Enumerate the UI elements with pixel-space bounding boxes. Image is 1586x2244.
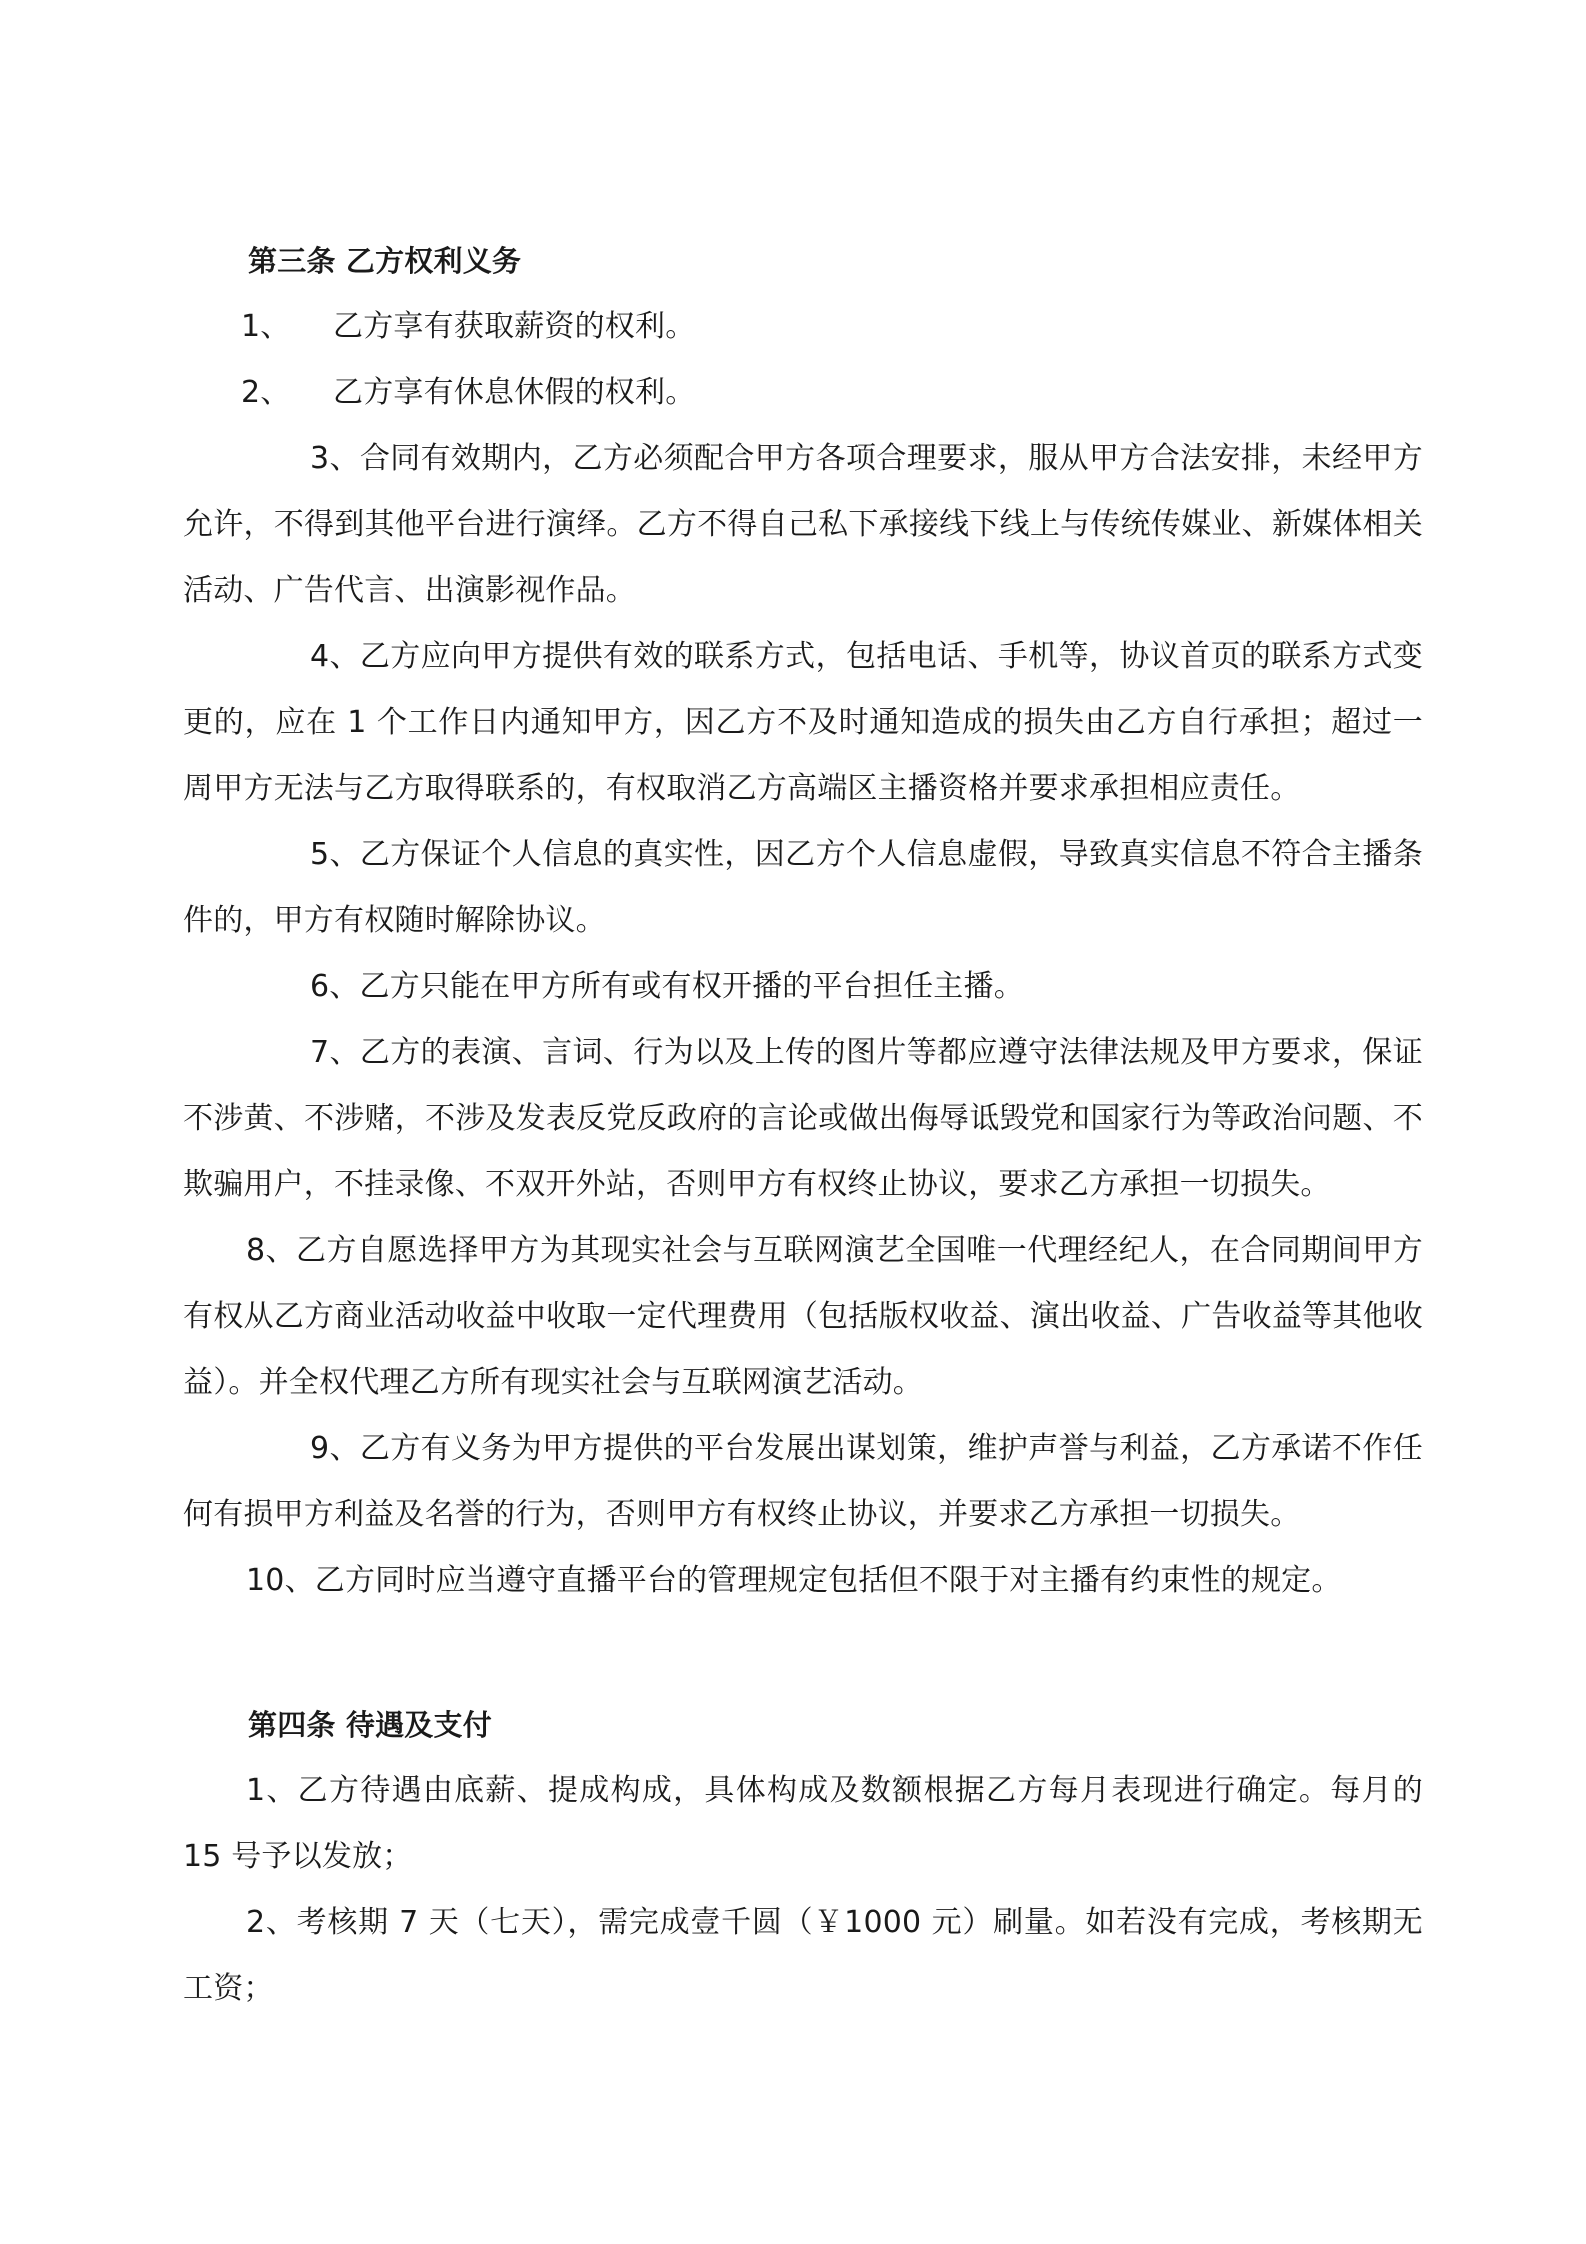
item-text: 乙方享有休息休假的权利。 [333, 375, 696, 410]
item-number: 1、 [241, 309, 291, 344]
item-text: 乙方保证个人信息的真实性，因乙方个人信息虚假，导致真实信息不符合主播条件的，甲方有权随时解除协议。 [183, 837, 1423, 938]
section-3-heading: 第三条 乙方权利义务 [248, 244, 522, 278]
item-text: 乙方的表演、言词、行为以及上传的图片等都应遵守法律法规及甲方要求，保证不涉黄、不涉赌，不涉及发表反党反政府的言论或做出侮辱诋毁党和国家行为等政治问题、不欺骗用户，不挂录像、不双开外站，否则甲方有权终止协议，要求乙方承担一切损失。 [183, 1035, 1423, 1202]
section-4-item-1 [183, 1758, 1423, 1890]
section-3-item-8 [183, 1218, 1423, 1416]
item-text: 乙方只能在甲方所有或有权开播的平台担任主播。 [359, 969, 1024, 1004]
item-number: 2、 [241, 375, 291, 410]
section-3-item-6 [183, 954, 1423, 1020]
item-text: 乙方有义务为甲方提供的平台发展出谋划策，维护声誉与利益，乙方承诺不作任何有损甲方利益及名誉的行为，否则甲方有权终止协议，并要求乙方承担一切损失。 [183, 1431, 1423, 1532]
section-3-item-2 [183, 360, 1423, 426]
section-4-heading: 第四条 待遇及支付 [248, 1708, 492, 1742]
section-3-item-1 [183, 294, 1423, 360]
item-number: 1、 [246, 1773, 298, 1808]
section-3-item-5 [183, 822, 1423, 954]
item-number: 7、 [310, 1035, 360, 1070]
item-number: 2、 [246, 1905, 297, 1940]
item-text: 考核期 7 天（七天），需完成壹千圆（￥1000 元）刷量。如若没有完成，考核期无工资； [183, 1905, 1423, 2006]
item-number: 3、 [310, 441, 360, 476]
item-number: 9、 [310, 1431, 360, 1466]
item-number: 10、 [246, 1563, 315, 1598]
item-text: 乙方待遇由底薪、提成构成，具体构成及数额根据乙方每月表现进行确定。每月的 15 号予以发放； [183, 1773, 1423, 1874]
section-3-item-4 [183, 624, 1423, 822]
item-number: 5、 [310, 837, 360, 872]
section-3-item-7 [183, 1020, 1423, 1218]
item-text: 乙方自愿选择甲方为其现实社会与互联网演艺全国唯一代理经纪人，在合同期间甲方有权从乙方商业活动收益中收取一定代理费用（包括版权收益、演出收益、广告收益等其他收益）。并全权代理乙方所有现实社会与互联网演艺活动。 [183, 1233, 1423, 1400]
section-4-item-2 [183, 1890, 1423, 2022]
item-number: 6、 [310, 969, 360, 1004]
contract-body [183, 228, 1423, 2022]
item-text: 乙方同时应当遵守直播平台的管理规定包括但不限于对主播有约束性的规定。 [314, 1563, 1342, 1598]
item-number: 8、 [246, 1233, 297, 1268]
section-3-item-9 [183, 1416, 1423, 1548]
item-text: 乙方应向甲方提供有效的联系方式，包括电话、手机等，协议首页的联系方式变更的，应在 1 个工作日内通知甲方，因乙方不及时通知造成的损失由乙方自行承担；超过一周甲方无法与乙方取得联系的，有权取消乙方高端区主播资格并要求承担相应责任。 [183, 639, 1423, 806]
item-number: 4、 [310, 639, 360, 674]
item-text: 乙方享有获取薪资的权利。 [333, 309, 696, 344]
section-3-item-10 [183, 1548, 1423, 1614]
section-3-item-3 [183, 426, 1423, 624]
item-text: 合同有效期内，乙方必须配合甲方各项合理要求，服从甲方合法安排，未经甲方允许，不得到其他平台进行演绎。乙方不得自己私下承接线下线上与传统传媒业、新媒体相关活动、广告代言、出演影视作品。 [183, 441, 1423, 608]
